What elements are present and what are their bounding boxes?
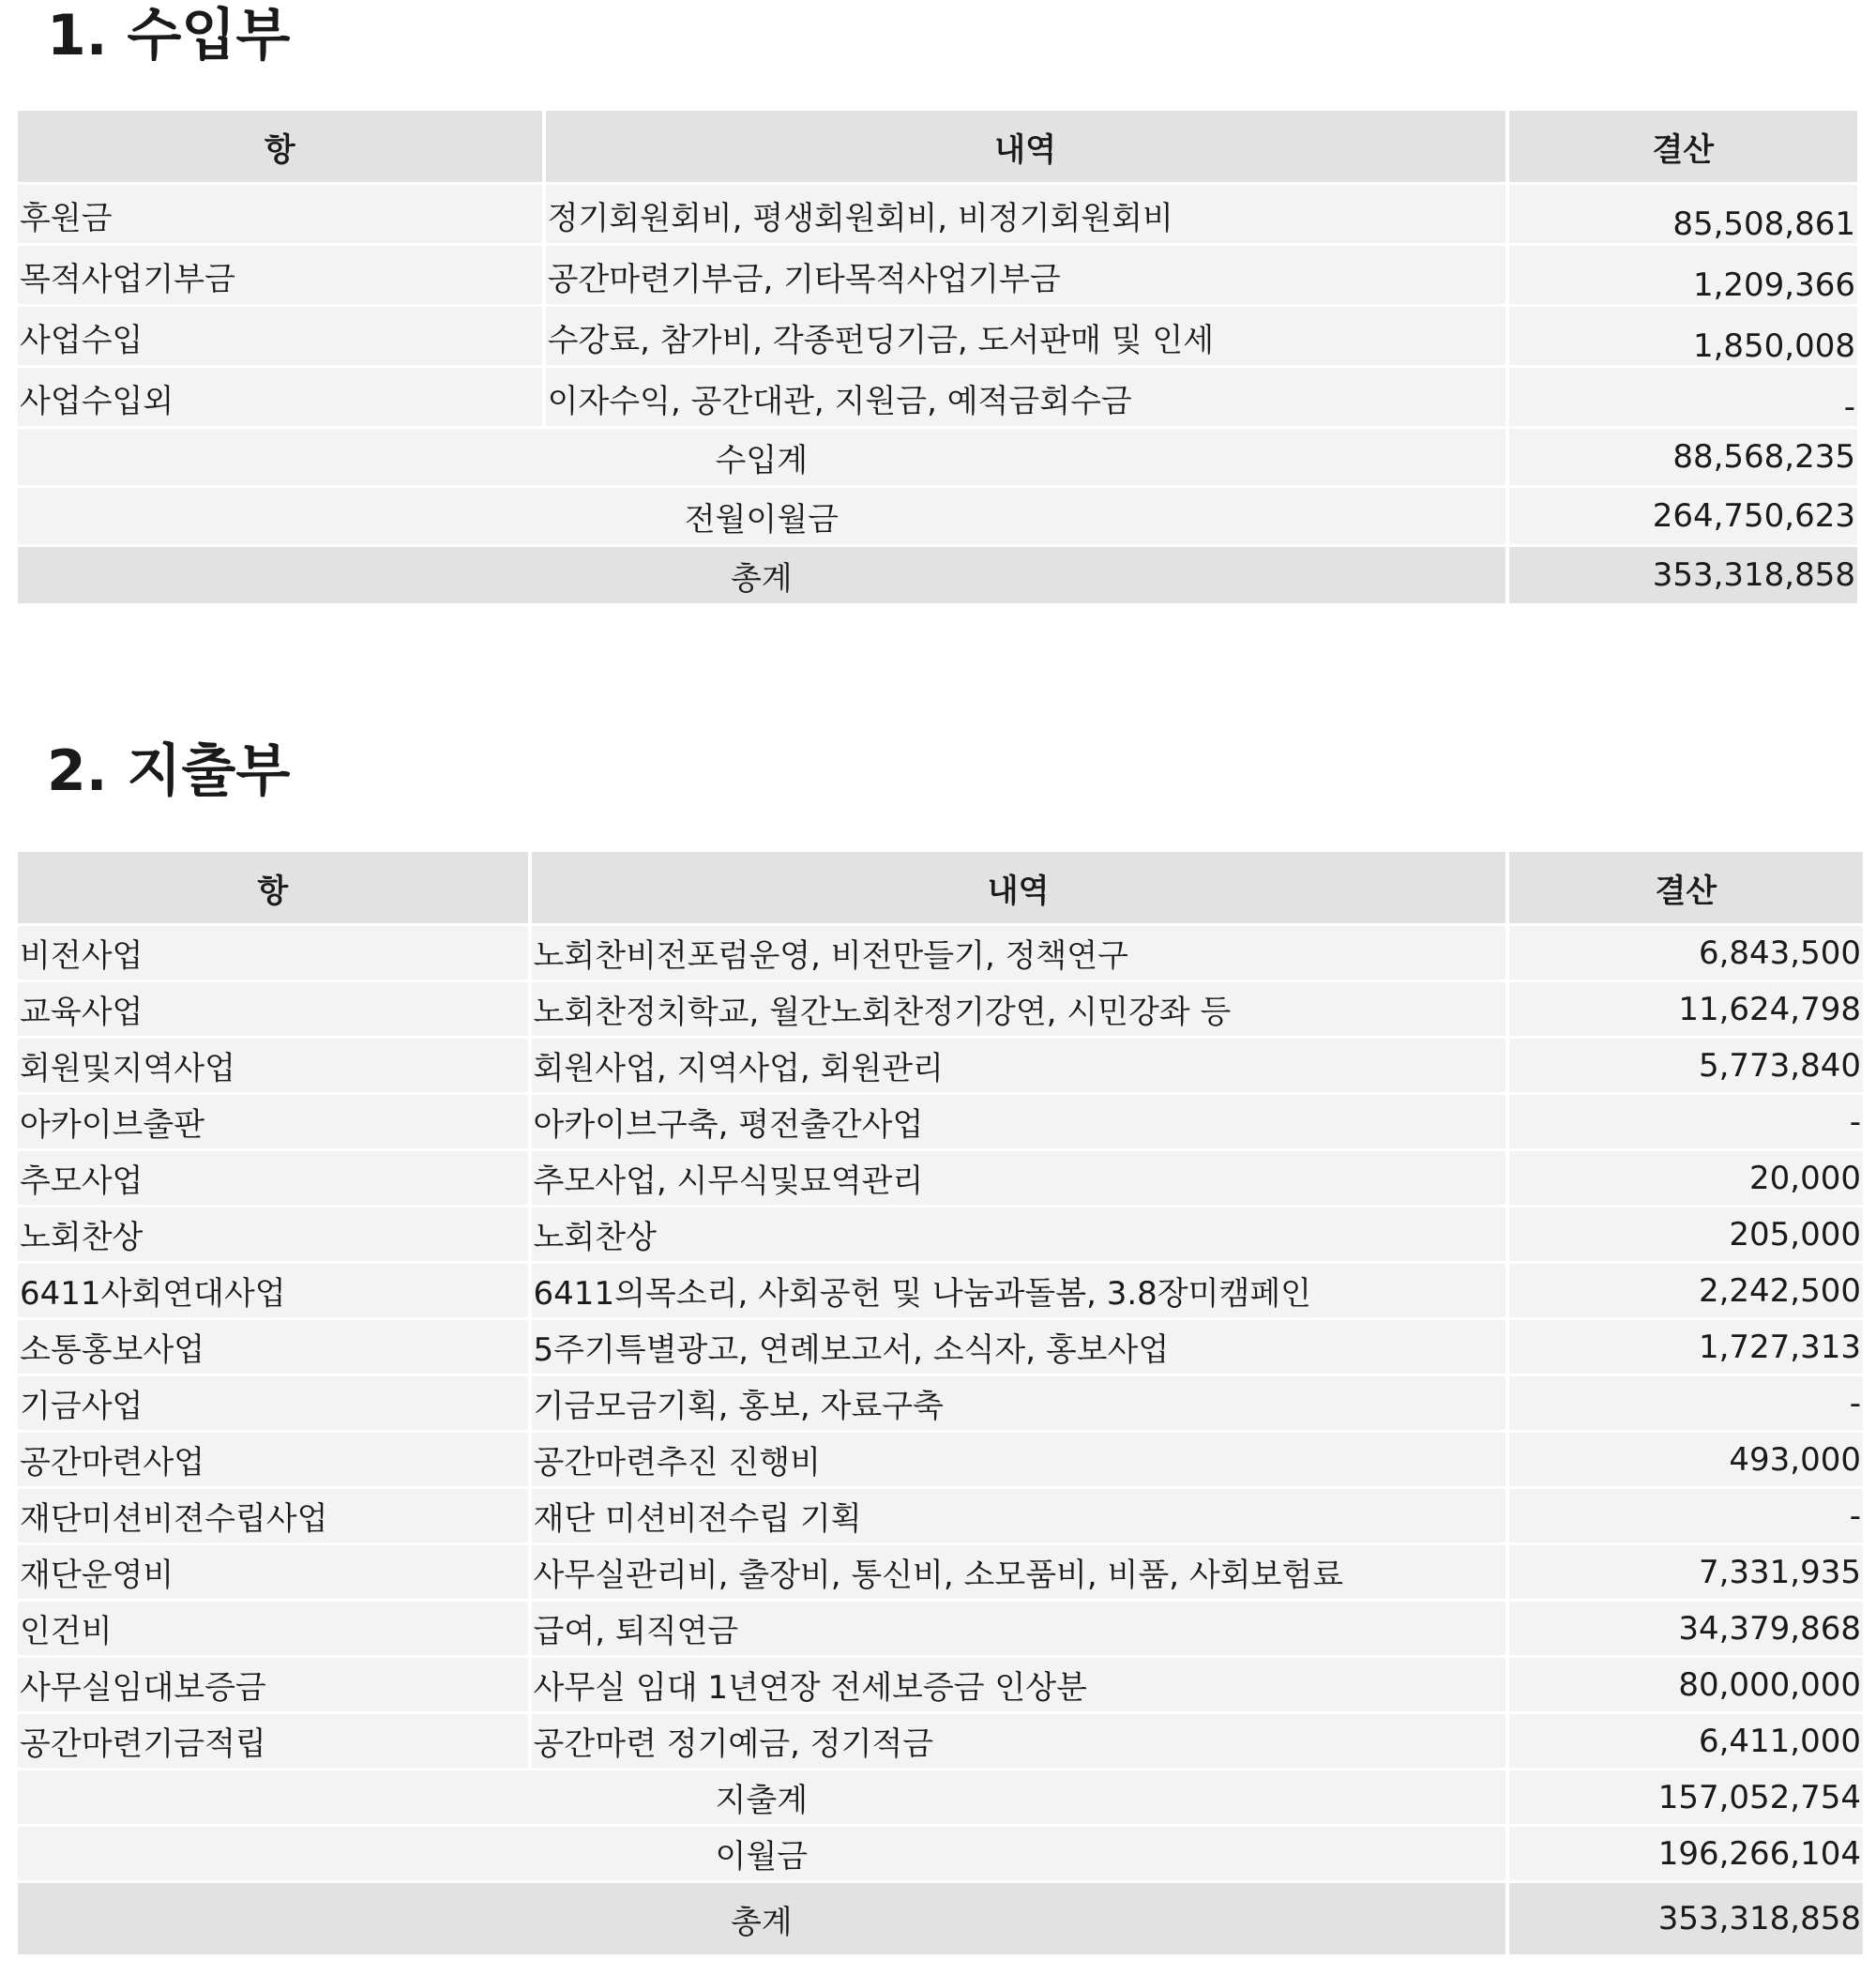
amount-cell: - (1509, 1376, 1863, 1430)
detail-cell: 급여, 퇴직연금 (532, 1602, 1505, 1655)
item-cell: 회원및지역사업 (18, 1039, 528, 1092)
table-row (18, 982, 1863, 1036)
item-cell: 6411사회연대사업 (18, 1264, 528, 1317)
amount-cell: - (1509, 1489, 1863, 1542)
item-cell: 아카이브출판 (18, 1095, 528, 1148)
detail-cell: 노회찬정치학교, 월간노회찬정기강연, 시민강좌 등 (532, 982, 1505, 1036)
table-row (18, 926, 1863, 980)
income-carryover-row (18, 488, 1857, 544)
amount-cell: 205,000 (1509, 1208, 1863, 1261)
total-label: 총계 (18, 547, 1505, 603)
amount-cell: 20,000 (1509, 1151, 1863, 1205)
total-amount: 264,750,623 (1509, 488, 1857, 544)
detail-cell: 공간마련기부금, 기타목적사업기부금 (546, 246, 1505, 304)
table-row (18, 368, 1857, 426)
item-cell: 재단미션비젼수립사업 (18, 1489, 528, 1542)
table-row (18, 307, 1857, 365)
expense-header-amount: 결산 (1509, 852, 1863, 923)
amount-cell: - (1509, 368, 1857, 426)
total-amount: 353,318,858 (1509, 547, 1857, 603)
item-cell: 기금사업 (18, 1376, 528, 1430)
table-row (18, 1433, 1863, 1486)
item-cell: 사업수입 (18, 307, 542, 365)
table-row (18, 1658, 1863, 1711)
amount-cell: 2,242,500 (1509, 1264, 1863, 1317)
expense-carryover-row (18, 1827, 1863, 1880)
table-row (18, 1151, 1863, 1205)
total-label: 전월이월금 (18, 488, 1505, 544)
total-amount: 353,318,858 (1509, 1883, 1863, 1954)
item-cell: 추모사업 (18, 1151, 528, 1205)
amount-cell: 7,331,935 (1509, 1545, 1863, 1599)
detail-cell: 회원사업, 지역사업, 회원관리 (532, 1039, 1505, 1092)
amount-cell: 11,624,798 (1509, 982, 1863, 1036)
expense-header-row (18, 852, 1863, 923)
expense-header-item: 항 (18, 852, 528, 923)
detail-cell: 이자수익, 공간대관, 지원금, 예적금회수금 (546, 368, 1505, 426)
table-row (18, 1264, 1863, 1317)
table-row (18, 1714, 1863, 1768)
detail-cell: 아카이브구축, 평전출간사업 (532, 1095, 1505, 1148)
amount-cell: 80,000,000 (1509, 1658, 1863, 1711)
table-row (18, 1376, 1863, 1430)
amount-cell: 1,850,008 (1509, 307, 1857, 365)
item-cell: 공간마련기금적립 (18, 1714, 528, 1768)
expense-header-detail: 내역 (532, 852, 1505, 923)
total-amount: 196,266,104 (1509, 1827, 1863, 1880)
item-cell: 노회찬상 (18, 1208, 528, 1261)
item-cell: 목적사업기부금 (18, 246, 542, 304)
total-amount: 88,568,235 (1509, 429, 1857, 485)
expense-section-title: 2. 지출부 (47, 738, 291, 804)
item-cell: 공간마련사업 (18, 1433, 528, 1486)
table-row (18, 1320, 1863, 1374)
detail-cell: 정기회원회비, 평생회원회비, 비정기회원회비 (546, 185, 1505, 243)
amount-cell: 1,209,366 (1509, 246, 1857, 304)
income-header-row (18, 111, 1857, 182)
amount-cell: 85,508,861 (1509, 185, 1857, 243)
item-cell: 재단운영비 (18, 1545, 528, 1599)
amount-cell: 493,000 (1509, 1433, 1863, 1486)
amount-cell: - (1509, 1095, 1863, 1148)
item-cell: 교육사업 (18, 982, 528, 1036)
total-label: 총계 (18, 1883, 1505, 1954)
item-cell: 인건비 (18, 1602, 528, 1655)
table-row (18, 1208, 1863, 1261)
detail-cell: 추모사업, 시무식및묘역관리 (532, 1151, 1505, 1205)
detail-cell: 노회찬상 (532, 1208, 1505, 1261)
detail-cell: 공간마련추진 진행비 (532, 1433, 1505, 1486)
item-cell: 비전사업 (18, 926, 528, 980)
expense-subtotal-row (18, 1770, 1863, 1824)
expense-grand-total-row (18, 1883, 1863, 1954)
table-row (18, 1489, 1863, 1542)
detail-cell: 공간마련 정기예금, 정기적금 (532, 1714, 1505, 1768)
amount-cell: 6,843,500 (1509, 926, 1863, 980)
total-label: 이월금 (18, 1827, 1505, 1880)
table-row (18, 1095, 1863, 1148)
amount-cell: 5,773,840 (1509, 1039, 1863, 1092)
income-header-detail: 내역 (546, 111, 1505, 182)
detail-cell: 사무실 임대 1년연장 전세보증금 인상분 (532, 1658, 1505, 1711)
table-row (18, 185, 1857, 243)
table-row (18, 1602, 1863, 1655)
item-cell: 후원금 (18, 185, 542, 243)
income-subtotal-row (18, 429, 1857, 485)
total-label: 수입계 (18, 429, 1505, 485)
total-amount: 157,052,754 (1509, 1770, 1863, 1824)
detail-cell: 재단 미션비전수립 기획 (532, 1489, 1505, 1542)
income-section-title: 1. 수입부 (47, 3, 291, 68)
table-row (18, 246, 1857, 304)
total-label: 지출계 (18, 1770, 1505, 1824)
income-table (14, 108, 1861, 606)
detail-cell: 노회찬비전포럼운영, 비전만들기, 정책연구 (532, 926, 1505, 980)
amount-cell: 1,727,313 (1509, 1320, 1863, 1374)
expense-table (14, 849, 1867, 1957)
item-cell: 사무실임대보증금 (18, 1658, 528, 1711)
detail-cell: 6411의목소리, 사회공헌 및 나눔과돌봄, 3.8장미캠페인 (532, 1264, 1505, 1317)
detail-cell: 5주기특별광고, 연례보고서, 소식자, 홍보사업 (532, 1320, 1505, 1374)
item-cell: 사업수입외 (18, 368, 542, 426)
detail-cell: 사무실관리비, 출장비, 통신비, 소모품비, 비품, 사회보험료 (532, 1545, 1505, 1599)
amount-cell: 34,379,868 (1509, 1602, 1863, 1655)
income-header-item: 항 (18, 111, 542, 182)
income-grand-total-row (18, 547, 1857, 603)
detail-cell: 기금모금기획, 홍보, 자료구축 (532, 1376, 1505, 1430)
table-row (18, 1039, 1863, 1092)
detail-cell: 수강료, 참가비, 각종펀딩기금, 도서판매 및 인세 (546, 307, 1505, 365)
amount-cell: 6,411,000 (1509, 1714, 1863, 1768)
income-header-amount: 결산 (1509, 111, 1857, 182)
table-row (18, 1545, 1863, 1599)
item-cell: 소통홍보사업 (18, 1320, 528, 1374)
